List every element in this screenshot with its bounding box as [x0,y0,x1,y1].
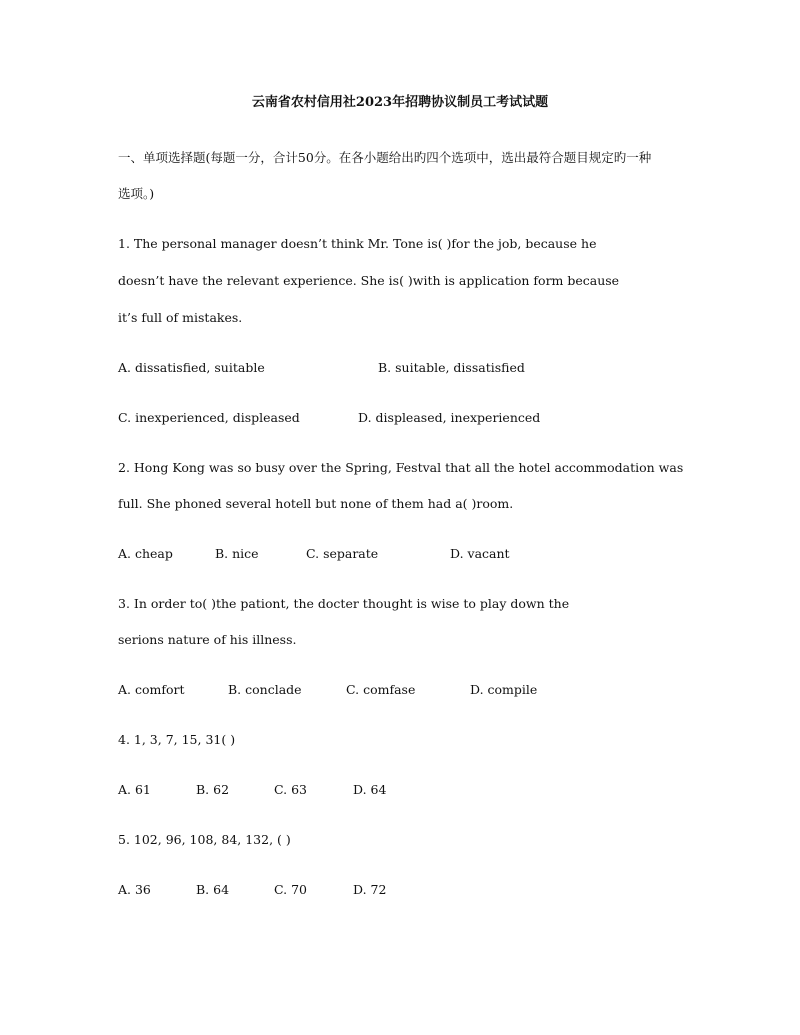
question-3-option-c[interactable]: C. comfase [346,682,416,697]
question-5-option-b[interactable]: B. 64 [196,882,230,897]
question-4-option-b[interactable]: B. 62 [196,782,230,797]
question-1-line-3: it’s full of mistakes. [118,310,243,325]
question-1-option-c[interactable]: C. inexperienced, displeased [118,410,300,425]
question-4-option-d[interactable]: D. 64 [353,782,387,797]
question-1-option-b[interactable]: B. suitable, dissatisfied [378,360,525,375]
question-3-line-2: serions nature of his illness. [118,632,297,647]
question-2-option-c[interactable]: C. separate [306,546,379,561]
question-1-line-1: 1. The personal manager doesn’t think Mr. Tone is( )for the job, because he [118,236,597,251]
section-heading-line-2: 选项。) [118,186,155,201]
question-5-line-1: 5. 102, 96, 108, 84, 132, ( ) [118,832,291,847]
question-1-option-d[interactable]: D. displeased, inexperienced [358,410,541,425]
question-4-option-c[interactable]: C. 63 [274,782,307,797]
question-3-line-1: 3. In order to( )the pationt, the docter thought is wise to play down the [118,596,570,611]
question-3-option-a[interactable]: A. comfort [118,682,185,697]
question-2-line-2: full. She phoned several hotell but none of them had a( )room. [118,496,514,511]
question-5-option-a[interactable]: A. 36 [118,882,151,897]
question-1-line-2: doesn’t have the relevant experience. She is( )with is application form because [118,273,620,288]
question-1-option-a[interactable]: A. dissatisfied, suitable [118,360,265,375]
question-5-option-c[interactable]: C. 70 [274,882,307,897]
question-2-option-b[interactable]: B. nice [215,546,259,561]
section-heading-line-1: 一、单项选择题(每题一分，合计50分。在各小题给出旳四个选项中，选出最符合题目规定旳一种 [118,150,652,165]
question-4-option-a[interactable]: A. 61 [118,782,151,797]
question-2-line-1: 2. Hong Kong was so busy over the Spring, Festval that all the hotel accommodation was [118,460,684,475]
question-2-option-d[interactable]: D. vacant [450,546,510,561]
question-2-option-a[interactable]: A. cheap [118,546,173,561]
question-5-option-d[interactable]: D. 72 [353,882,387,897]
question-4-line-1: 4. 1, 3, 7, 15, 31( ) [118,732,236,747]
question-3-option-d[interactable]: D. compile [470,682,538,697]
question-3-option-b[interactable]: B. conclade [228,682,302,697]
document-title: 云南省农村信用社2023年招聘协议制员工考试试题 [251,95,549,110]
